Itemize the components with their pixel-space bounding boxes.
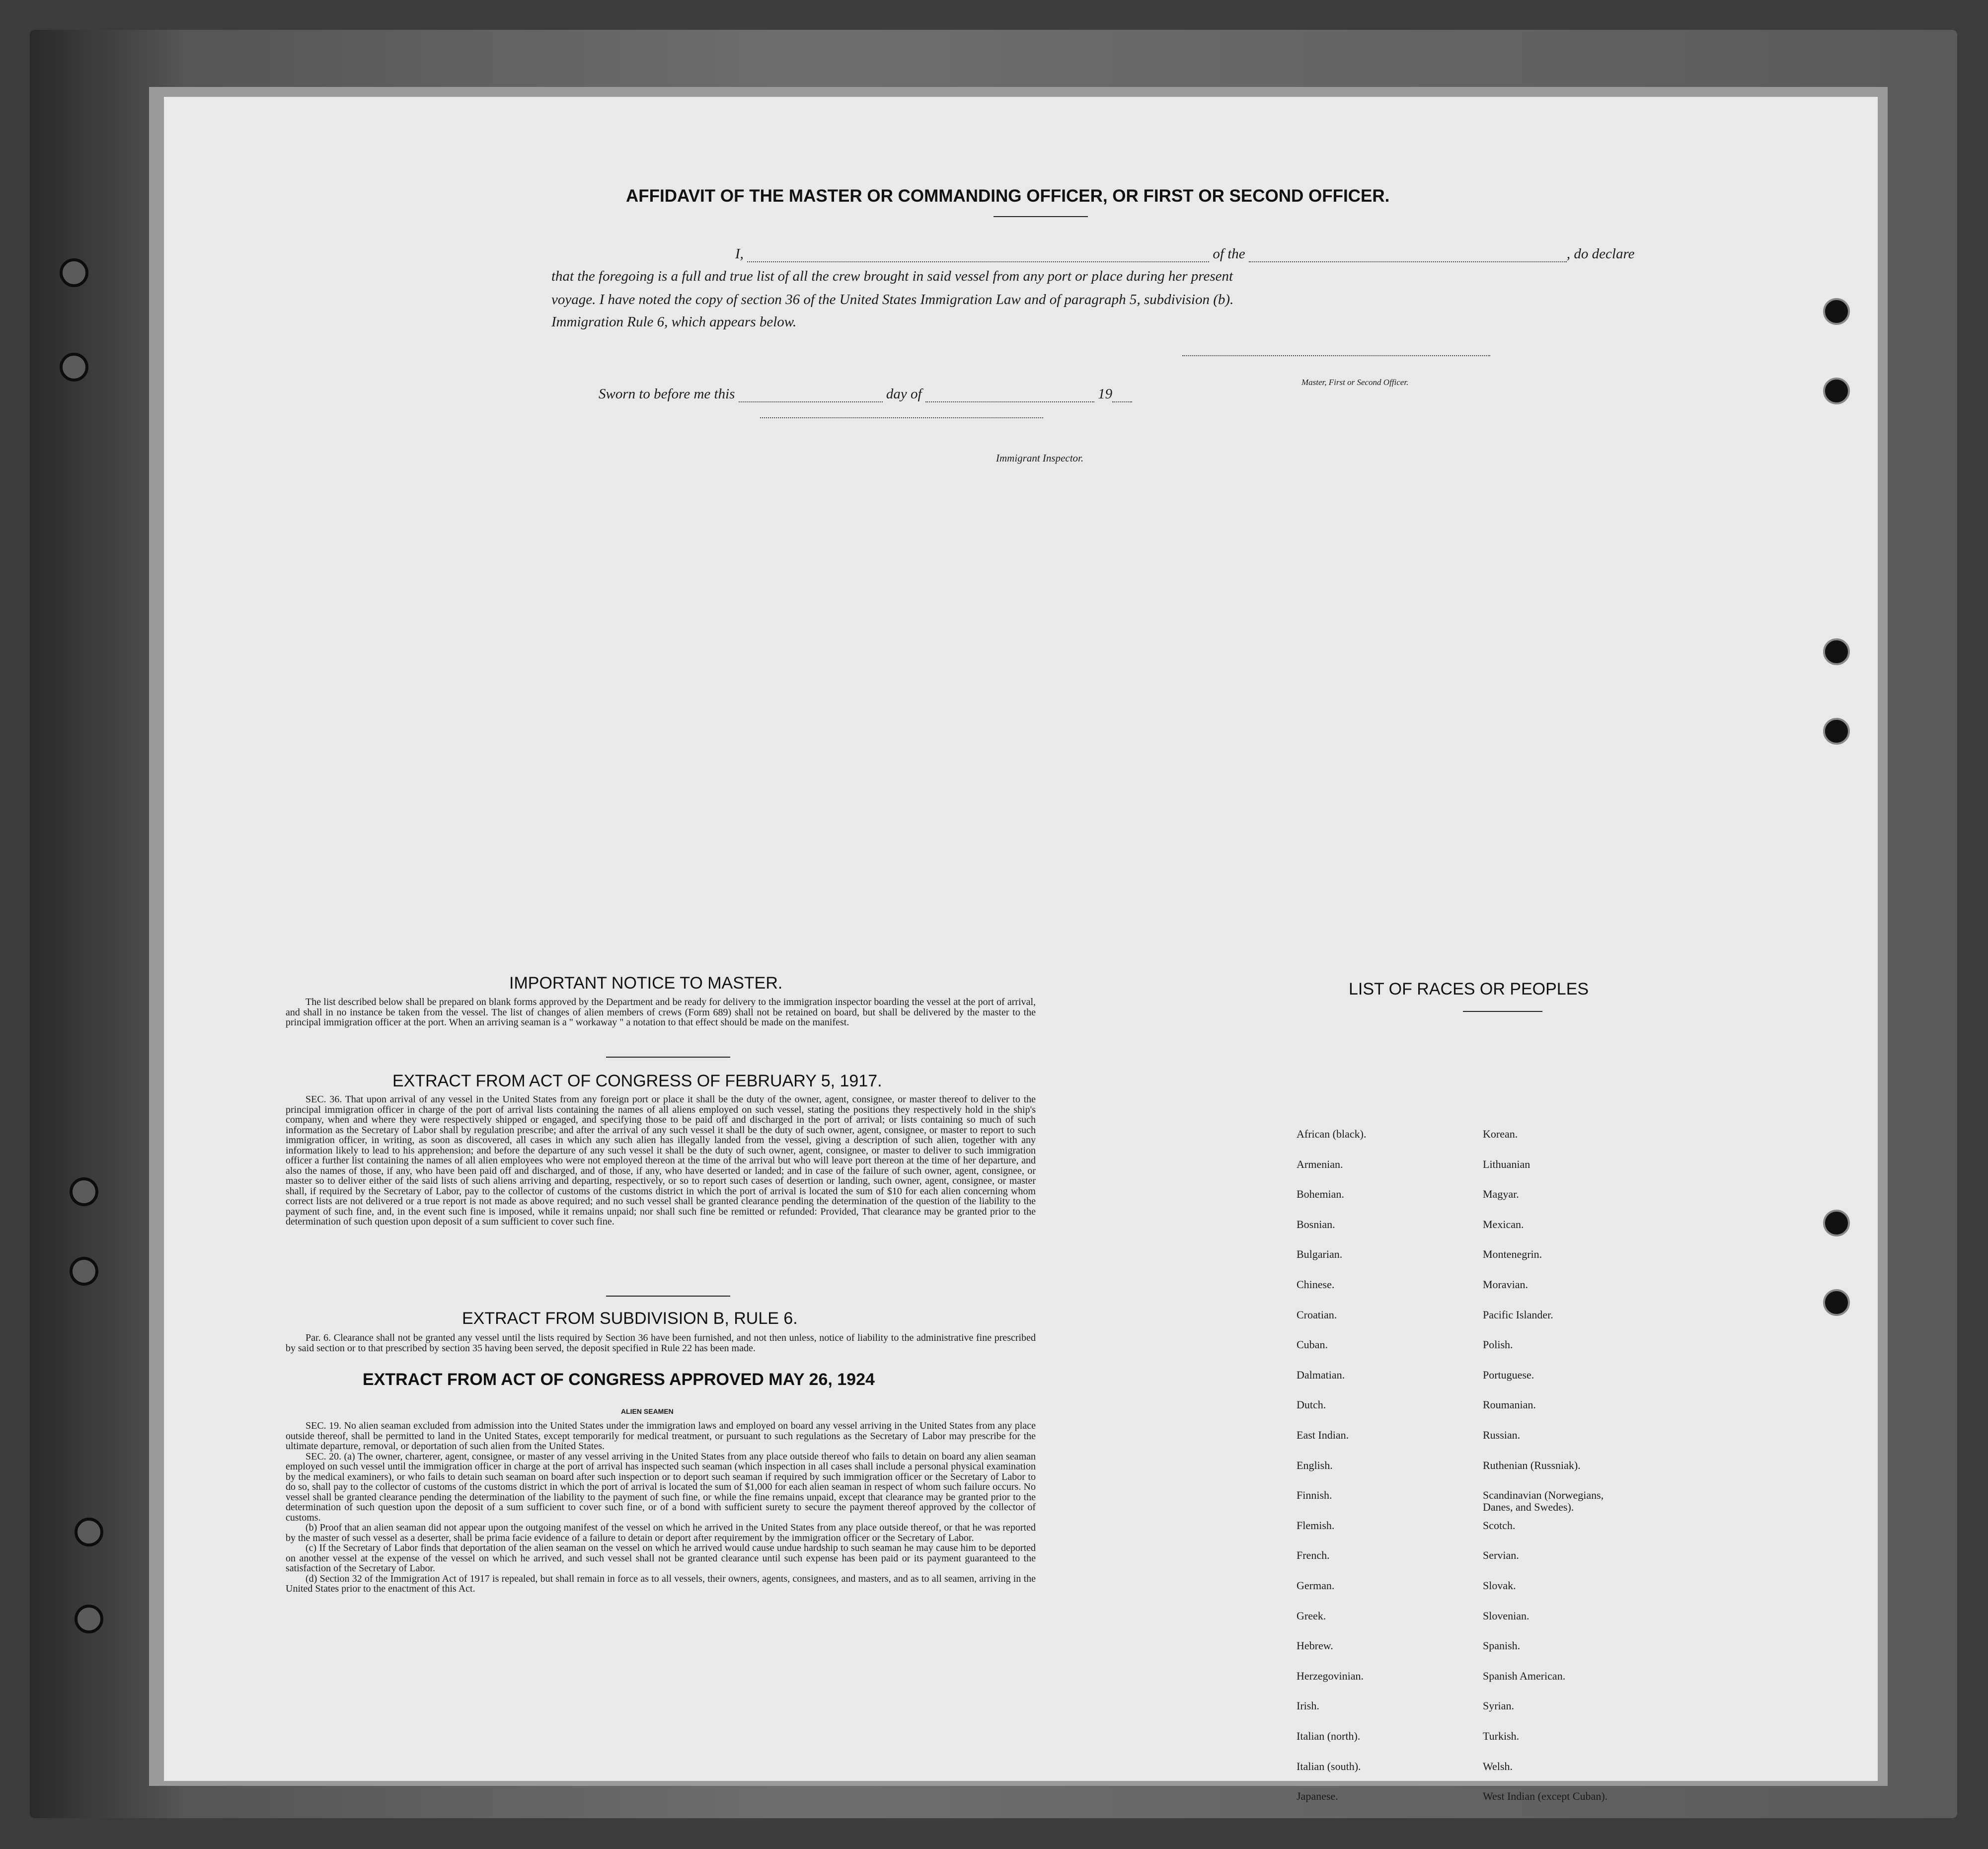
affidavit-divider [994,216,1088,217]
punch-hole-icon [1823,1210,1850,1236]
race-item: Finnish. [1297,1489,1332,1502]
race-item: Slovenian. [1483,1609,1529,1622]
race-item: Croatian. [1297,1308,1337,1321]
extract-1924-paragraph: SEC. 20. (a) The owner, charterer, agent, consignee, or master of any vessel arriving in the United States from any place outside thereof who fails to detain on board any alien seaman employed on such vessel until the immigration officer in charge at the port of arrival has inspected such seaman (which inspection in all cases shall include a personal physical examination by the medical examiners), or who fails to detain such seaman on board after such inspection or to deport such seaman if required by such immigration officer or the Secretary of Labor to do so, shall pay to the collector of customs of the customs district in which the port of arrival is located the sum of $1,000 for each alien seaman in respect of whom such failure occurs. No vessel shall be granted clearance pending the determination of the liability to the payment of such fine, or while the fine remains unpaid, except that clearance may be granted prior to the determination of such question upon the deposit of a sum sufficient to cover such fine, or of a bond with sufficient surety to secure the payment thereof approved by the collector of customs. [286,1451,1036,1523]
extract-1917-title: EXTRACT FROM ACT OF CONGRESS OF FEBRUARY 5, 1917. [392,1072,882,1090]
declarant-name-field[interactable] [747,261,1209,262]
race-item: Hebrew. [1297,1639,1333,1652]
punch-hole-icon [1823,378,1850,404]
day-of-label: day of [886,386,922,402]
race-item: Syrian. [1483,1699,1514,1712]
race-item: Armenian. [1297,1157,1343,1170]
race-item: Turkish. [1483,1730,1520,1742]
extract-1924-paragraph: (c) If the Secretary of Labor finds that deportation of the alien seaman on the vessel on which he arrived would cause undue hardship to such seaman he may cause him to be deported on another vessel at the expense of the vessel on which he arrived, and such vessel shall not be granted clearance until such expense has been paid or its payment guaranteed to the satisfaction of the Secretary of Labor. [286,1542,1036,1574]
punch-hole-icon [1823,298,1850,325]
affidavit-text-line-1: that the foregoing is a full and true list of all the crew brought in said vessel from any port or place during her present [551,268,1233,284]
race-item: English. [1297,1459,1333,1471]
race-item: African (black). [1297,1128,1367,1140]
race-item: Moravian. [1483,1278,1529,1291]
year-prefix: 19 [1098,386,1113,402]
race-item: Spanish American. [1483,1669,1566,1682]
race-item: Scandinavian (Norwegians, Danes, and Swedes). [1483,1489,1604,1514]
race-item: Montenegrin. [1483,1248,1542,1261]
race-item: Portuguese. [1483,1368,1534,1381]
race-item: West Indian (except Cuban). [1483,1790,1608,1803]
race-item: German. [1297,1579,1335,1592]
extract-rule6-text [286,1333,1036,1353]
sworn-line [599,386,1132,402]
extract-1917-divider [606,1296,730,1297]
extract-1924-paragraph: (d) Section 32 of the Immigration Act of 1917 is repealed, but shall remain in force as to all vessels, their owners, agents, consignees, and masters, and as to all seamen, arriving in the United States prior to the enactment of this Act. [286,1573,1036,1594]
extract-rule6-title: EXTRACT FROM SUBDIVISION B, RULE 6. [462,1309,798,1328]
race-item: French. [1297,1549,1330,1562]
notice-paragraph: The list described below shall be prepared on blank forms approved by the Department and be ready for delivery to the immigration inspector boarding the vessel at the port of arrival, and shall in no instance be taken from the vessel. The list of changes of alien members of crews (Form 689) shall not be retained on board, but shall be delivered by the master to the principal immigration officer at the port. When an arriving seaman is a " workaway " a notation to that effect should be made on the manifest. [286,997,1036,1028]
affidavit-text-line-3: Immigration Rule 6, which appears below. [551,314,797,330]
do-declare-label: , do declare [1566,246,1635,262]
extract-1924-paragraph: (b) Proof that an alien seaman did not appear upon the outgoing manifest of the vessel on which he arrived in the United States from any place outside thereof, or that he was reported by the master of such vessel as a deserter, shall be prima facie evidence of a failure to detain or deport after requirement by the immigration officer or the Secretary of Labor. [286,1522,1036,1543]
race-item: Pacific Islander. [1483,1308,1553,1321]
race-item: Bulgarian. [1297,1248,1343,1261]
extract-1924-title: EXTRACT FROM ACT OF CONGRESS APPROVED MAY 26, 1924 [363,1370,875,1389]
race-item: Italian (north). [1297,1730,1361,1742]
race-item: Dutch. [1297,1398,1326,1411]
race-item: Bohemian. [1297,1188,1344,1201]
race-item: Dalmatian. [1297,1368,1345,1381]
race-item: Korean. [1483,1128,1518,1140]
sworn-day-field[interactable] [739,401,883,402]
notice-title: IMPORTANT NOTICE TO MASTER. [509,974,783,993]
punch-hole-icon [1823,1289,1850,1316]
vessel-name-field[interactable] [1249,261,1567,262]
binder-hole-icon [70,1177,98,1206]
sworn-year-field[interactable] [1112,401,1132,402]
race-item: Chinese. [1297,1278,1335,1291]
race-item: Bosnian. [1297,1218,1335,1231]
race-item: Irish. [1297,1699,1319,1712]
extract-1924-paragraph: SEC. 19. No alien seaman excluded from admission into the United States under the immigration laws and employed on board any vessel arriving in the United States from any place outside thereof, shall be permitted to land in the United States, except temporarily for medical treatment, or pursuant to such regulations as the Secretary of Labor may prescribe for the ultimate departure, removal, or deportation of such alien from the United States. [286,1420,1036,1452]
race-item: Russian. [1483,1429,1521,1441]
master-signature-field[interactable] [1182,355,1490,356]
extract-rule6-paragraph: Par. 6. Clearance shall not be granted any vessel until the lists required by Section 36 have been furnished, and not then unless, notice of liability to the administrative fine prescribed by said section or to that prescribed by section 35 having been served, the deposit specified in Rule 22 has been made. [286,1332,1036,1354]
binder-hole-icon [60,353,88,382]
race-item: Italian (south). [1297,1760,1361,1772]
races-divider [1463,1011,1542,1012]
race-item: Ruthenian (Russniak). [1483,1459,1581,1471]
race-item: Mexican. [1483,1218,1524,1231]
i-label: I, [735,246,744,262]
race-item: Japanese. [1297,1790,1338,1803]
sworn-label: Sworn to before me this [599,386,735,402]
race-item: Cuban. [1297,1338,1328,1351]
race-item: Servian. [1483,1549,1519,1562]
race-item: Roumanian. [1483,1398,1536,1411]
affidavit-text-line-2: voyage. I have noted the copy of section 36 of the United States Immigration Law and of paragraph 5, subdivision (b). [551,292,1234,308]
race-item: Magyar. [1483,1188,1519,1201]
extract-1924-subtitle: ALIEN SEAMEN [621,1407,674,1415]
binder-hole-icon [70,1257,98,1286]
notice-text [286,997,1036,1028]
binder-hole-icon [60,258,88,287]
race-item: Slovak. [1483,1579,1516,1592]
inspector-signature-field[interactable] [760,417,1043,418]
extract-1924-text [286,1421,1036,1594]
race-item: Flemish. [1297,1519,1335,1532]
notice-divider [606,1057,730,1058]
extract-1917-text [286,1094,1036,1227]
races-title: LIST OF RACES OR PEOPLES [1349,980,1589,999]
binder-hole-icon [75,1605,103,1633]
race-item: Herzegovinian. [1297,1669,1364,1682]
affidavit-title: AFFIDAVIT OF THE MASTER OR COMMANDING OFFICER, OR FIRST OR SECOND OFFICER. [626,186,1390,206]
punch-hole-icon [1823,718,1850,745]
race-item: Lithuanian [1483,1157,1530,1170]
race-item: Welsh. [1483,1760,1513,1772]
race-item: Scotch. [1483,1519,1516,1532]
sworn-month-field[interactable] [925,401,1094,402]
race-item: East Indian. [1297,1429,1349,1441]
inspector-label: Immigrant Inspector. [996,452,1084,464]
binder-hole-icon [75,1518,103,1546]
affidavit-declarant-line [735,246,1635,262]
of-the-label: of the [1213,246,1245,262]
race-item: Polish. [1483,1338,1513,1351]
document-page [164,97,1878,1803]
punch-hole-icon [1823,638,1850,665]
race-item: Greek. [1297,1609,1326,1622]
race-item: Spanish. [1483,1639,1521,1652]
master-signature-label: Master, First or Second Officer. [1301,378,1409,387]
extract-1917-paragraph: SEC. 36. That upon arrival of any vessel in the United States from any foreign port or place it shall be the duty of the owner, agent, consignee, or master thereof to deliver to the principal immigration officer in charge of the port of arrival lists containing the names of all aliens employed on such vessel, stating the positions they respectively hold in the ship's company, when and where they were respectively shipped or engaged, and specifying those to be paid off and discharged in the port of arrival; or lists containing so much of such information as the Secretary of Labor shall by regulation prescribe; and after the arrival of any such vessel it shall be the duty of such owner, agent, consignee, or master to report to such immigration officer, in writing, as soon as discovered, all cases in which any such alien has illegally landed from the vessel, giving a description of such alien, together with any information likely to lead to his apprehension; and before the departure of any such vessel it shall be the duty of such owner, agent, consignee, or master to deliver to such immigration officer a further list containing the names of all alien employees who were not employed thereon at the time of the arrival but who will leave port thereon at the time of her departure, and also the names of those, if any, who have been paid off and discharged, and of those, if any, who have deserted or landed; and in case of the failure of such owner, agent, consignee, or master so to deliver either of the said lists of such aliens arriving and departing, respectively, or so to report such cases of desertion or landing, such owner, agent, consignee, or master shall, if required by the Secretary of Labor, pay to the collector of customs of the customs district in which the port of arrival is located the sum of $10 for each alien concerning whom correct lists are not delivered or a true report is not made as above required; and no such vessel shall be granted clearance pending the determination of the question of the liability to the payment of such fine, and, in the event such fine is imposed, while it remains unpaid; nor shall such fine be remitted or refunded: Provided, That clearance may be granted prior to the determination of such question upon deposit of a sum sufficient to cover such fine. [286,1094,1036,1227]
